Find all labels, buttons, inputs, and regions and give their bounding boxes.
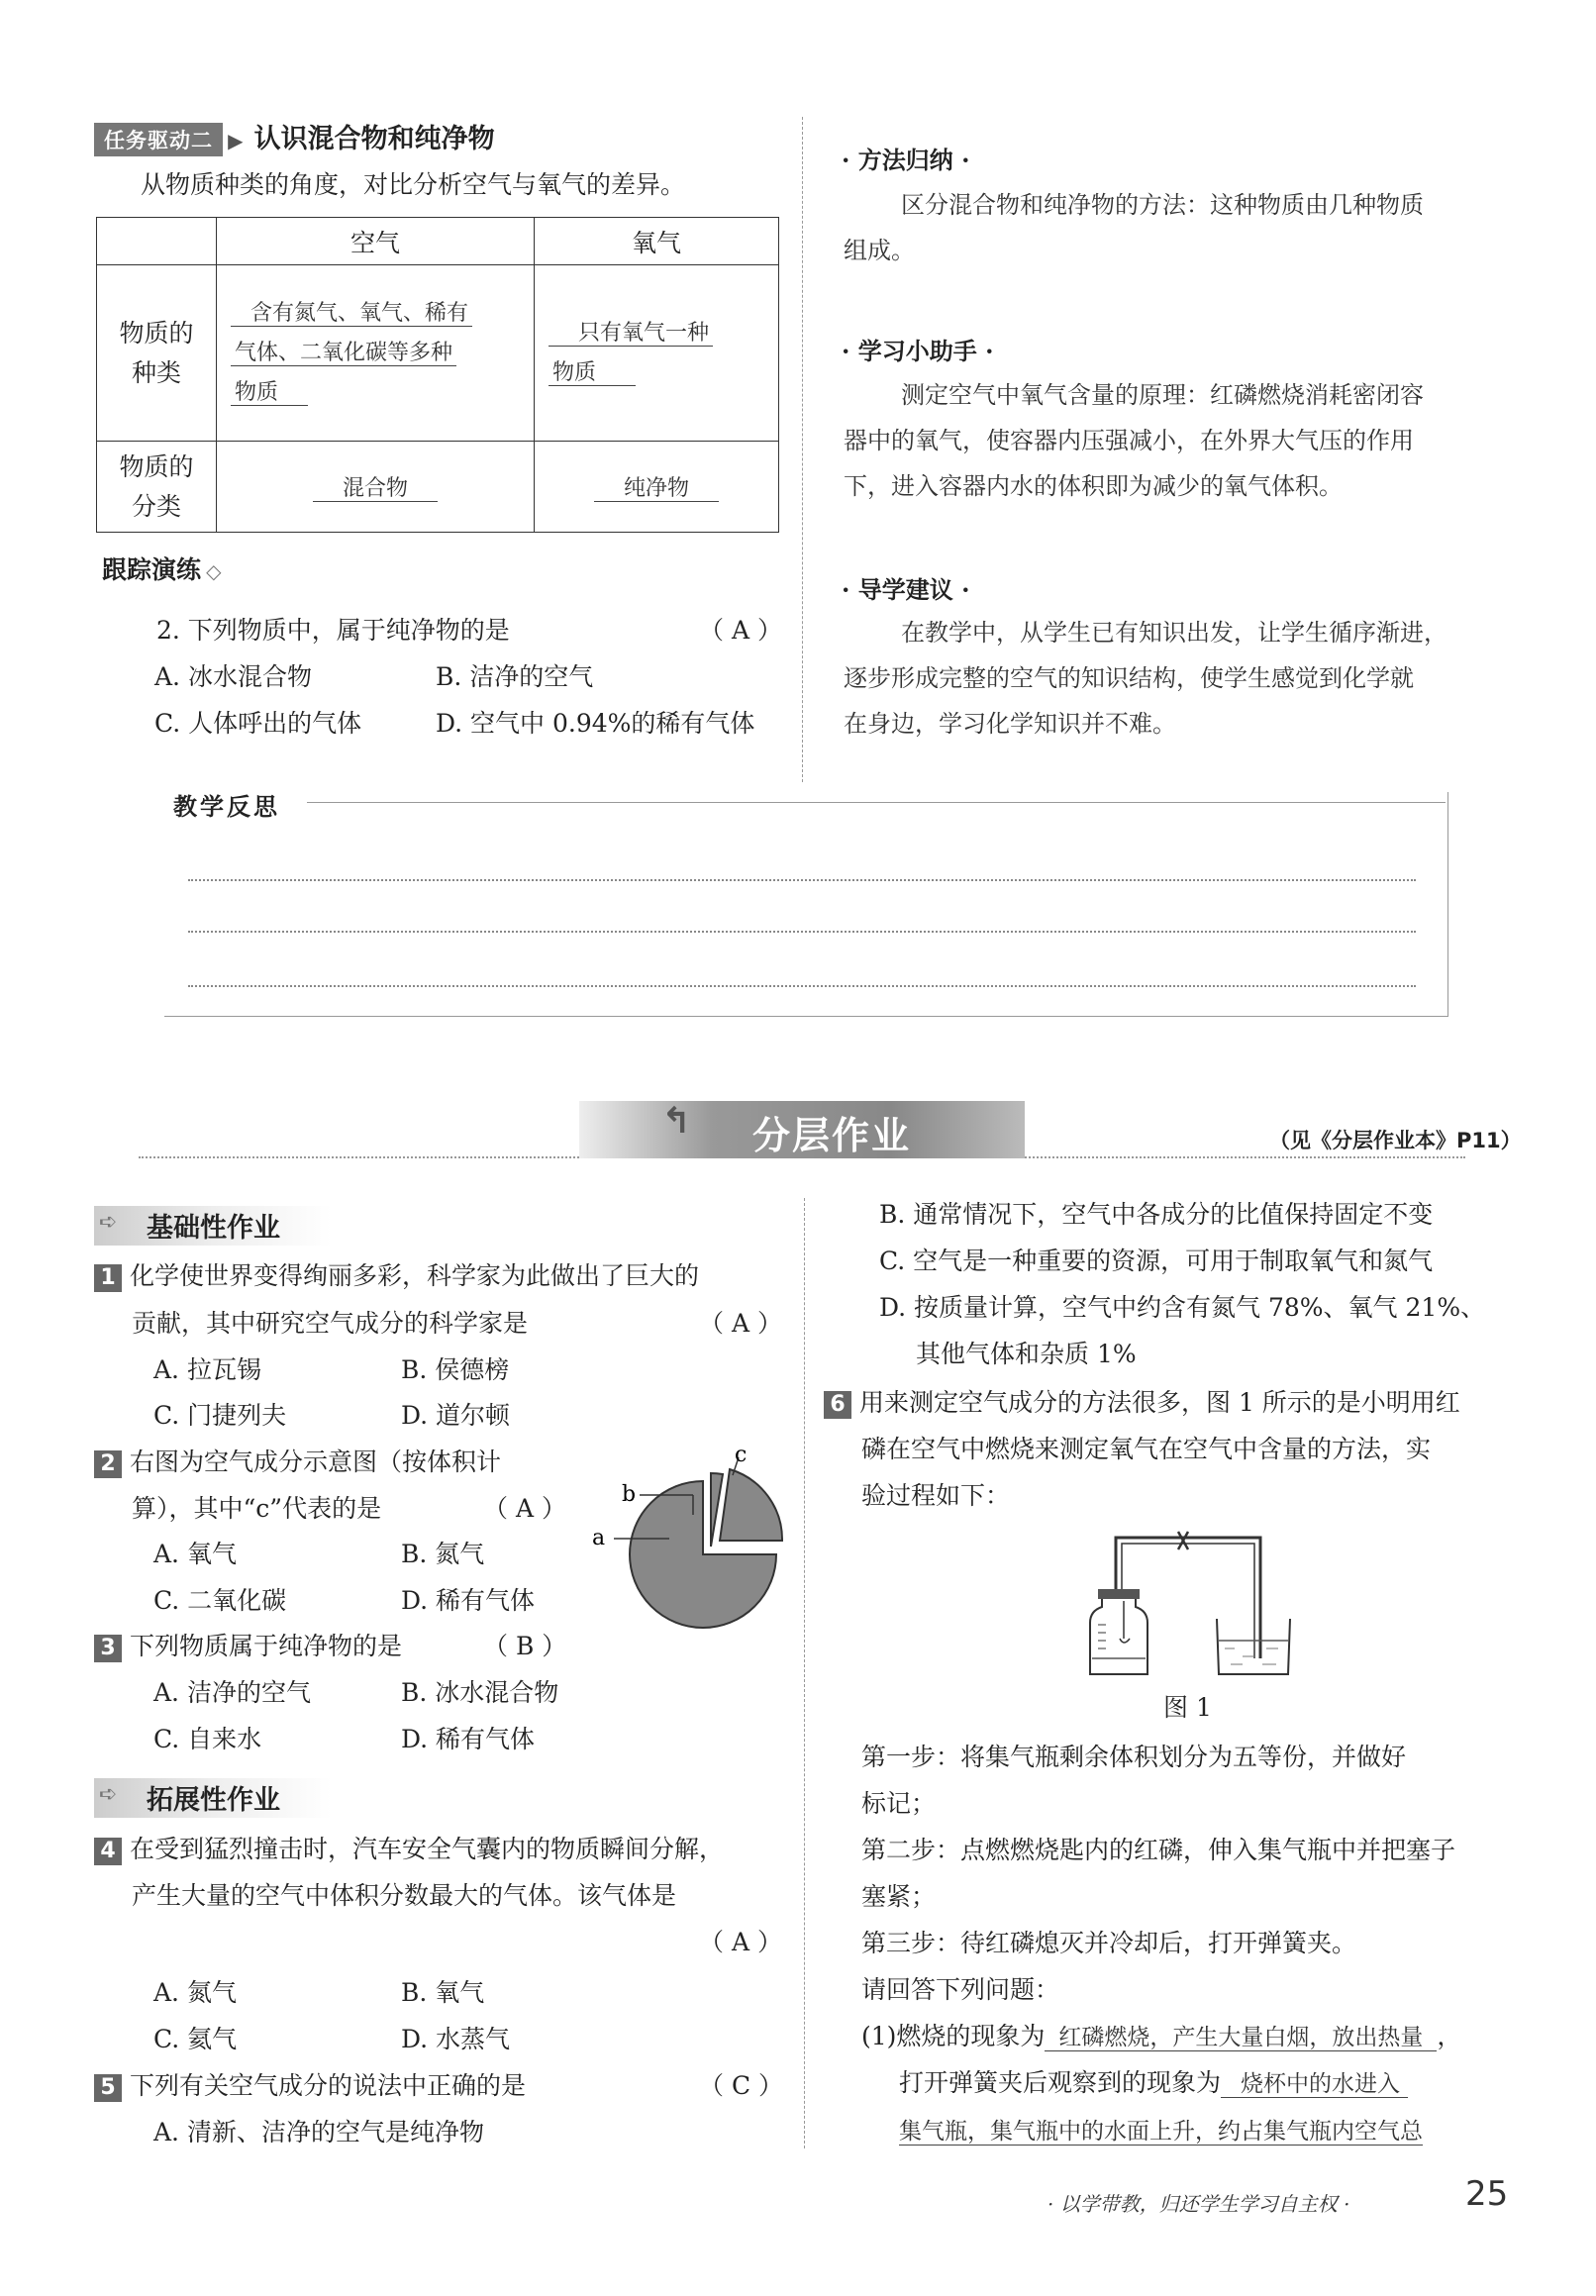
extend-q4-answer: （ A ）: [699, 1928, 782, 1956]
banner-icon: ↰: [661, 1101, 692, 1142]
basic-q3-option-b: B. 冰水混合物: [401, 1678, 559, 1707]
task-intro: 从物质种类的角度，对比分析空气与氧气的差异。: [141, 170, 686, 199]
follow-arrow-icon: ◇: [206, 559, 222, 583]
answer1-line2: 打开弹簧夹后观察到的现象为 烧杯中的水进入: [899, 2066, 1408, 2101]
guide-title: · 导学建议 ·: [842, 575, 970, 604]
method-text-line1: 区分混合物和纯净物的方法：这种物质由几种物质: [901, 191, 1424, 219]
basic-q2-option-b: B. 氮气: [401, 1540, 485, 1568]
basic-q1-option-a: A. 拉瓦锡: [153, 1355, 261, 1384]
basic-q1-option-b: B. 侯德榜: [401, 1355, 510, 1384]
basic-q2-option-a: A. 氧气: [153, 1540, 237, 1568]
follow-q2-answer: （ A ）: [699, 616, 782, 645]
basic-q1-line2: 贡献，其中研究空气成分的科学家是: [132, 1309, 529, 1338]
page-number: 25: [1465, 2174, 1509, 2214]
extend-q5-option-d-line1: D. 按质量计算，空气中约含有氮气 78%、氧气 21%、: [879, 1293, 1486, 1322]
follow-q2: 2. 下列物质中，属于纯净物的是: [156, 616, 510, 645]
air-composition-pie: [584, 1446, 802, 1673]
q1-number: 1: [94, 1264, 122, 1292]
q2-number: 2: [94, 1450, 122, 1478]
table-header-oxygen: 氧气: [535, 218, 779, 265]
gas-bottle: [1090, 1599, 1147, 1674]
step1-line2: 标记；: [861, 1789, 937, 1818]
task-header: [94, 117, 495, 156]
helper-text-line1: 测定空气中氧气含量的原理：红磷燃烧消耗密闭容: [901, 381, 1424, 409]
extend-q4-option-d: D. 水蒸气: [401, 2025, 511, 2053]
method-title: · 方法归纳 ·: [842, 146, 970, 174]
table-row2-label: 物质的分类: [97, 442, 217, 533]
basic-title: 基础性作业: [147, 1213, 280, 1244]
follow-title: 跟踪演练: [102, 555, 202, 584]
basic-q3-option-c: C. 自来水: [153, 1725, 262, 1753]
extend-q6-line1: 6 用来测定空气成分的方法很多，图 1 所示的是小明用红: [824, 1386, 1460, 1420]
basic-q1-line1: 1 化学使世界变得绚丽多彩，科学家为此做出了巨大的: [94, 1259, 699, 1293]
basic-q1-option-c: C. 门捷列夫: [153, 1401, 287, 1430]
extend-q5-option-c: C. 空气是一种重要的资源，可用于制取氧气和氮气: [879, 1247, 1434, 1275]
extend-arrow-icon: ➪: [99, 1782, 118, 1807]
reflection-line-3: [188, 985, 1416, 987]
stopper: [1098, 1589, 1140, 1599]
extend-q4-option-c: C. 氦气: [153, 2025, 238, 2053]
extend-q4-option-a: A. 氮气: [153, 1978, 237, 2007]
method-text-line2: 组成。: [844, 237, 915, 264]
table-row1-label: 物质的种类: [97, 265, 217, 442]
follow-q2-option-c: C. 人体呼出的气体: [154, 709, 362, 738]
answer1-blank2: 烧杯中的水进入: [1221, 2071, 1408, 2098]
extend-q4-line2: 产生大量的空气中体积分数最大的气体。该气体是: [132, 1881, 677, 1910]
layered-title: 分层作业: [752, 1114, 912, 1157]
basic-q3-line1: 3 下列物质属于纯净物的是: [94, 1630, 402, 1663]
pie-slice-c: [720, 1469, 782, 1541]
table-row2-air: 混合物: [217, 442, 535, 533]
extend-q6-line2: 磷在空气中燃烧来测定氧气在空气中含量的方法，实: [861, 1435, 1432, 1463]
basic-q2-option-d: D. 稀有气体: [401, 1586, 536, 1615]
extend-q4-line1: 4 在受到猛烈撞击时，汽车安全气囊内的物质瞬间分解，: [94, 1833, 724, 1866]
follow-header: [102, 550, 222, 586]
guide-text-line3: 在身边，学习化学知识并不难。: [844, 710, 1176, 738]
basic-q2-line2: 算），其中“c”代表的是: [132, 1494, 382, 1523]
q4-number: 4: [94, 1838, 122, 1865]
pie-label-b: b: [622, 1482, 637, 1507]
basic-q1-answer: （ A ）: [699, 1309, 782, 1338]
table-row1-air: 含有氮气、氧气、稀有 气体、二氧化碳等多种 物质: [217, 265, 535, 442]
helper-text-line2: 器中的氧气，使容器内压强减小，在外界大气压的作用: [844, 427, 1414, 454]
layered-ref: （见《分层作业本》P11）: [1269, 1129, 1522, 1152]
apparatus-figure: [1084, 1530, 1302, 1688]
basic-q2-answer: （ A ）: [483, 1494, 566, 1523]
extend-title: 拓展性作业: [147, 1785, 280, 1816]
figure-caption: 图 1: [1163, 1693, 1212, 1722]
guide-text-line1: 在教学中，从学生已有知识出发，让学生循序渐进，: [901, 619, 1447, 647]
helper-title: · 学习小助手 ·: [842, 337, 994, 365]
extend-q5-option-b: B. 通常情况下，空气中各成分的比值保持固定不变: [879, 1200, 1434, 1229]
helper-text-line3: 下，进入容器内水的体积即为减少的氧气体积。: [844, 472, 1343, 500]
guide-text-line2: 逐步形成完整的空气的知识结构，使学生感觉到化学就: [844, 664, 1414, 692]
column-divider-bottom: [804, 1198, 805, 2148]
task-arrow-icon: ▶: [228, 129, 244, 152]
reflection-line-1: [188, 879, 1416, 881]
pie-label-c: c: [735, 1446, 748, 1467]
step3: 第三步：待红磷熄灭并冷却后，打开弹簧夹。: [861, 1929, 1357, 1957]
combustion-spoon: [1120, 1639, 1130, 1643]
column-divider-top: [802, 117, 803, 782]
extend-q4-option-b: B. 氧气: [401, 1978, 485, 2007]
step2-line2: 塞紧；: [861, 1882, 937, 1911]
spring-clamp: [1178, 1532, 1188, 1549]
follow-q2-option-a: A. 冰水混合物: [154, 662, 312, 691]
step2-line1: 第二步：点燃燃烧匙内的红磷，伸入集气瓶中并把塞子: [861, 1836, 1456, 1864]
task-tag: 任务驱动二: [94, 123, 223, 156]
pie-label-a: a: [592, 1526, 606, 1550]
extend-q5-option-d-line2: 其他气体和杂质 1%: [916, 1340, 1137, 1368]
footer-slogan: · 以学带教，归还学生学习自主权 ·: [1047, 2192, 1350, 2216]
table-header-air: 空气: [217, 218, 535, 265]
answer1-blank1: 红磷燃烧，产生大量白烟，放出热量: [1045, 2025, 1437, 2051]
answer1-blank3: 集气瓶，集气瓶中的水面上升，约占集气瓶内空气总: [899, 2119, 1423, 2145]
q6-number: 6: [824, 1391, 851, 1419]
extend-q5-option-a: A. 清新、洁净的空气是纯净物: [153, 2118, 484, 2146]
basic-q2-option-c: C. 二氧化碳: [153, 1586, 287, 1615]
step1-line1: 第一步：将集气瓶剩余体积划分为五等份，并做好: [861, 1743, 1407, 1771]
extend-q6-line3: 验过程如下：: [861, 1481, 1011, 1510]
reflection-title: 教学反思: [173, 787, 290, 822]
basic-q1-option-d: D. 道尔顿: [401, 1401, 511, 1430]
extend-q5-line1: 5 下列有关空气成分的说法中正确的是: [94, 2069, 526, 2103]
basic-arrow-icon: ➪: [99, 1210, 118, 1235]
basic-q2-line1: 2 右图为空气成分示意图（按体积计: [94, 1446, 501, 1479]
table-row2-oxygen: 纯净物: [535, 442, 779, 533]
beaker: [1217, 1619, 1290, 1674]
reflection-line-2: [188, 931, 1416, 933]
ask-text: 请回答下列问题：: [861, 1975, 1060, 2004]
answer1-line1: (1)燃烧的现象为 红磷燃烧，产生大量白烟，放出热量 ，: [861, 2022, 1462, 2050]
comparison-table: [96, 217, 779, 533]
basic-q3-answer: （ B ）: [483, 1632, 567, 1660]
q3-number: 3: [94, 1635, 122, 1662]
table-row1-oxygen: 只有氧气一种 物质: [535, 265, 779, 442]
follow-q2-option-d: D. 空气中 0.94%的稀有气体: [436, 709, 755, 738]
basic-q3-option-a: A. 洁净的空气: [153, 1678, 311, 1707]
follow-q2-option-b: B. 洁净的空气: [436, 662, 594, 691]
task-title: 认识混合物和纯净物: [253, 124, 495, 154]
answer1-line3: [899, 2113, 1423, 2146]
reflection-box: [164, 792, 1448, 1017]
q5-number: 5: [94, 2074, 122, 2102]
basic-q3-option-d: D. 稀有气体: [401, 1725, 536, 1753]
extend-q5-answer: （ C ）: [699, 2071, 784, 2100]
reflection-top-rule: [307, 802, 1446, 803]
